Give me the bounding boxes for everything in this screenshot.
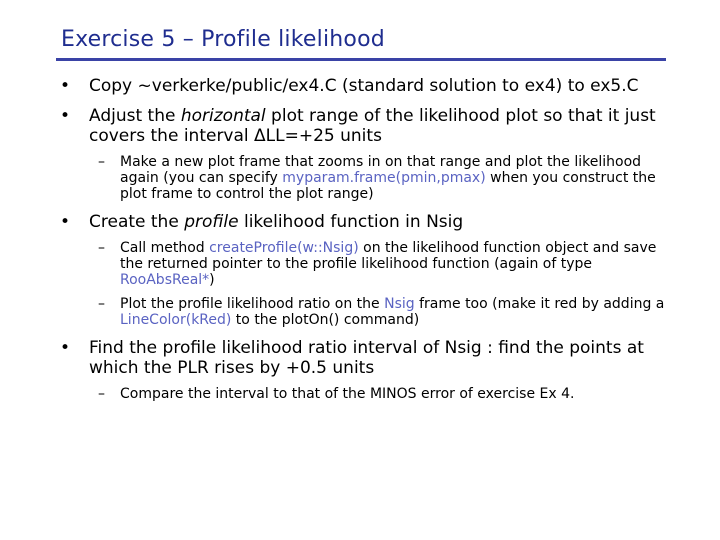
bullet-text-pre: Create the: [89, 212, 185, 232]
bullet-text-post: plot range of the likelihood plot so that it just covers the interval ΔLL=+25 units: [89, 106, 656, 146]
code-snippet-type: RooAbsReal*: [120, 272, 210, 288]
bullet-text: Copy ~verkerke/public/ex4.C (standard solution to ex4) to ex5.C: [89, 76, 639, 96]
sub-text-b: on the likelihood function object and save the returned pointer to the profile likelihood function (again of type: [120, 240, 657, 272]
bullet-text-post: likelihood function in Nsig: [238, 212, 464, 232]
sub-text-b: when you construct the plot frame to control the plot range): [120, 170, 656, 202]
slide-title: Exercise 5 – Profile likelihood: [61, 27, 385, 52]
sub-bullet-marker: –: [98, 240, 105, 256]
bullet-marker: •: [60, 106, 71, 126]
sub-text-a: Plot the profile likelihood ratio on the: [120, 296, 385, 312]
sub-bullet-create-profile-call: [58, 240, 668, 288]
sub-text-c: ): [209, 272, 215, 288]
bullet-find-interval: [58, 338, 668, 378]
slide-content: [58, 76, 668, 412]
sub-text-b: frame too (make it red by adding a: [414, 296, 665, 312]
sub-bullet-marker: –: [98, 296, 105, 312]
bullet-marker: •: [60, 212, 71, 232]
sub-bullet-plot-ratio: [58, 296, 668, 328]
bullet-text-emphasis: horizontal: [180, 106, 266, 126]
title-underline: [56, 58, 666, 61]
sub-bullet-marker: –: [98, 386, 105, 402]
bullet-text-pre: Adjust the: [89, 106, 181, 126]
bullet-create-profile: [58, 212, 668, 232]
sub-text-a: Call method: [120, 240, 210, 256]
sub-text-a: Compare the interval to that of the MINOS error of exercise Ex 4.: [120, 386, 575, 402]
bullet-marker: •: [60, 76, 71, 96]
bullet-copy-file: [58, 76, 668, 96]
sub-bullet-compare-minos: [58, 386, 668, 402]
code-snippet: myparam.frame(pmin,pmax): [282, 170, 486, 186]
code-snippet: createProfile(w::Nsig): [209, 240, 359, 256]
bullet-text: Find the profile likelihood ratio interval of Nsig : find the points at which the PLR rises by +0.5 units: [89, 338, 644, 378]
bullet-text-emphasis: profile: [184, 212, 239, 232]
sub-text-c: to the plotOn() command): [231, 312, 420, 328]
sub-text-a: Make a new plot frame that zooms in on that range and plot the likelihood again (you can specify: [120, 154, 642, 186]
code-snippet: Nsig: [384, 296, 415, 312]
code-snippet-color: LineColor(kRed): [120, 312, 232, 328]
bullet-marker: •: [60, 338, 71, 358]
sub-bullet-marker: –: [98, 154, 105, 170]
sub-bullet-zoom-frame: [58, 154, 668, 202]
bullet-adjust-range: [58, 106, 668, 146]
